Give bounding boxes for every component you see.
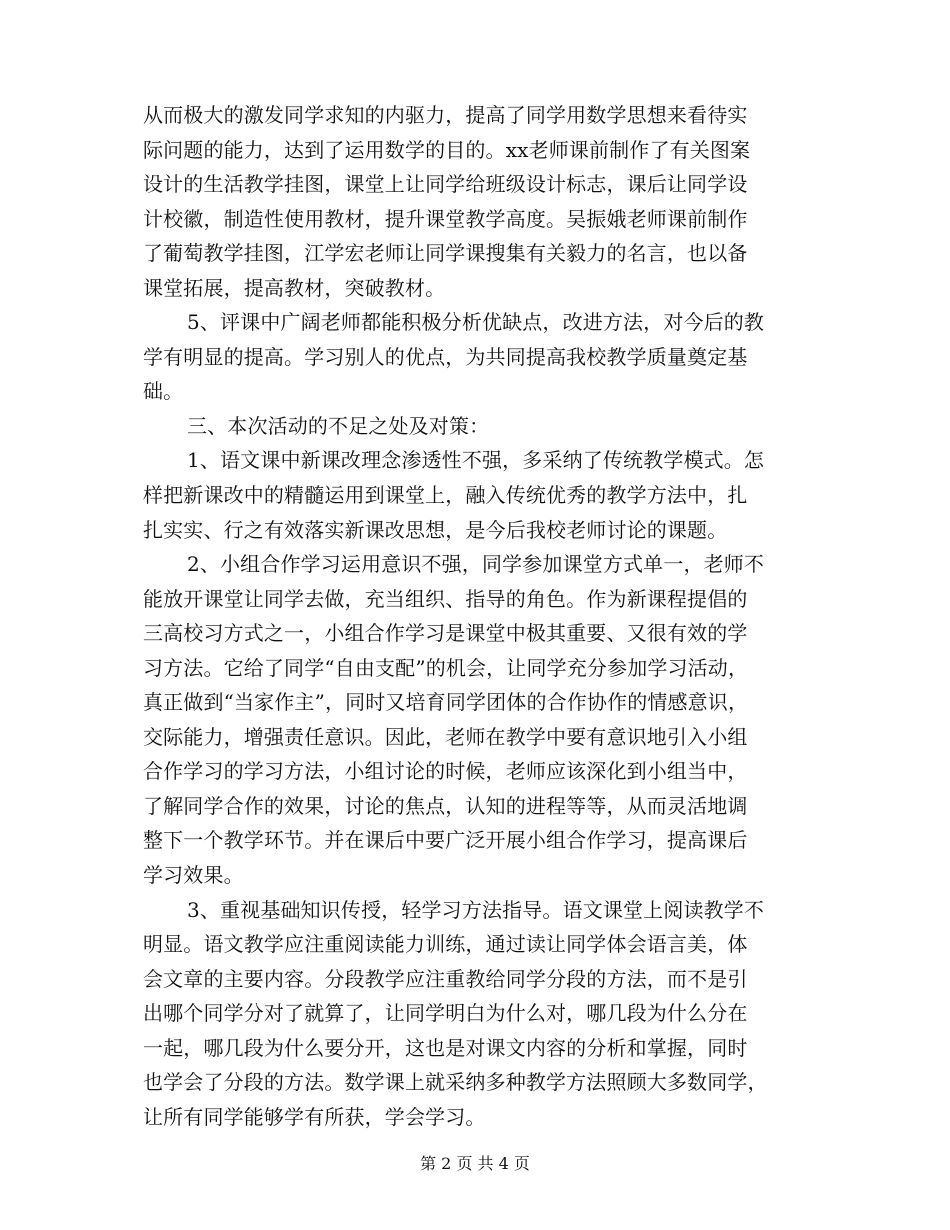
text-line: 计校徽，制造性使用教材，提升课堂教学高度。吴振娥老师课前制作 xyxy=(143,206,748,231)
text-line: 学习效果。 xyxy=(143,863,244,888)
text-line: 出哪个同学分对了就算了，让同学明白为什么对，哪几段为什么分在 xyxy=(143,1001,748,1026)
paragraph-item-5 xyxy=(143,305,808,409)
text-line: 设计的生活教学挂图，课堂上让同学给班级设计标志，课后让同学设 xyxy=(143,172,748,197)
text-line: 3、重视基础知识传授，轻学习方法指导。语文课堂上阅读教学不 xyxy=(187,897,765,922)
text-line: 真正做到“当家作主”，同时又培育同学团体的合作协作的情感意识， xyxy=(143,690,749,715)
text-line: 了葡萄教学挂图，江学宏老师让同学课搜集有关毅力的名言，也以备 xyxy=(143,241,748,266)
text-line: 5、评课中广阔老师都能积极分析优缺点，改进方法，对今后的教 xyxy=(187,310,765,335)
document-body xyxy=(143,98,808,1134)
text-line: 习方法。它给了同学“自由支配”的机会，让同学充分参加学习活动， xyxy=(143,655,749,680)
text-line: 也学会了分段的方法。数学课上就采纳多种教学方法照顾大多数同学， xyxy=(143,1070,768,1095)
text-line: 际问题的能力，达到了运用数学的目的。xx老师课前制作了有关图案 xyxy=(143,137,751,162)
text-line: 会文章的主要内容。分段教学应注重教给同学分段的方法，而不是引 xyxy=(143,966,748,991)
text-line: 从而极大的激发同学求知的内驱力，提高了同学用数学思想来看待实 xyxy=(143,103,748,127)
text-line: 础。 xyxy=(143,379,184,404)
text-line: 课堂拓展，提高教材，突破教材。 xyxy=(143,275,446,300)
text-line: 了解同学合作的效果，讨论的焦点，认知的进程等等，从而灵活地调 xyxy=(143,793,748,818)
page-footer xyxy=(0,1153,950,1175)
paragraph-item-3 xyxy=(143,893,808,1135)
text-line: 1、语文课中新课改理念渗透性不强，多采纳了传统教学模式。怎 xyxy=(187,448,765,473)
text-line: 让所有同学能够学有所获，学会学习。 xyxy=(143,1104,486,1129)
paragraph-item-1 xyxy=(143,443,808,547)
text-line: 能放开课堂让同学去做，充当组织、指导的角色。作为新课程提倡的 xyxy=(143,586,748,611)
text-line: 交际能力，增强责任意识。因此，老师在教学中要有意识地引入小组 xyxy=(143,724,748,749)
section-heading-3 xyxy=(143,409,808,444)
section-heading-text: 三、本次活动的不足之处及对策： xyxy=(187,413,490,438)
page-number-label: 第 2 页 共 4 页 xyxy=(420,1154,530,1173)
text-line: 一起，哪几段为什么要分开，这也是对课文内容的分析和掌握，同时 xyxy=(143,1035,748,1060)
text-line: 2、小组合作学习运用意识不强，同学参加课堂方式单一，老师不 xyxy=(187,552,765,577)
text-line: 明显。语文教学应注重阅读能力训练，通过读让同学体会语言美，体 xyxy=(143,932,748,957)
text-line: 三高校习方式之一，小组合作学习是课堂中极其重要、又很有效的学 xyxy=(143,621,748,646)
text-line: 学有明显的提高。学习别人的优点，为共同提高我校教学质量奠定基 xyxy=(143,344,748,369)
text-line: 合作学习的学习方法，小组讨论的时候，老师应该深化到小组当中， xyxy=(143,759,748,784)
text-line: 整下一个教学环节。并在课后中要广泛开展小组合作学习，提高课后 xyxy=(143,828,748,853)
text-line: 扎实实、行之有效落实新课改思想，是今后我校老师讨论的课题。 xyxy=(143,517,728,542)
paragraph-continuation xyxy=(143,98,808,305)
paragraph-item-2 xyxy=(143,547,808,892)
text-line: 样把新课改中的精髓运用到课堂上，融入传统优秀的教学方法中，扎 xyxy=(143,483,748,508)
